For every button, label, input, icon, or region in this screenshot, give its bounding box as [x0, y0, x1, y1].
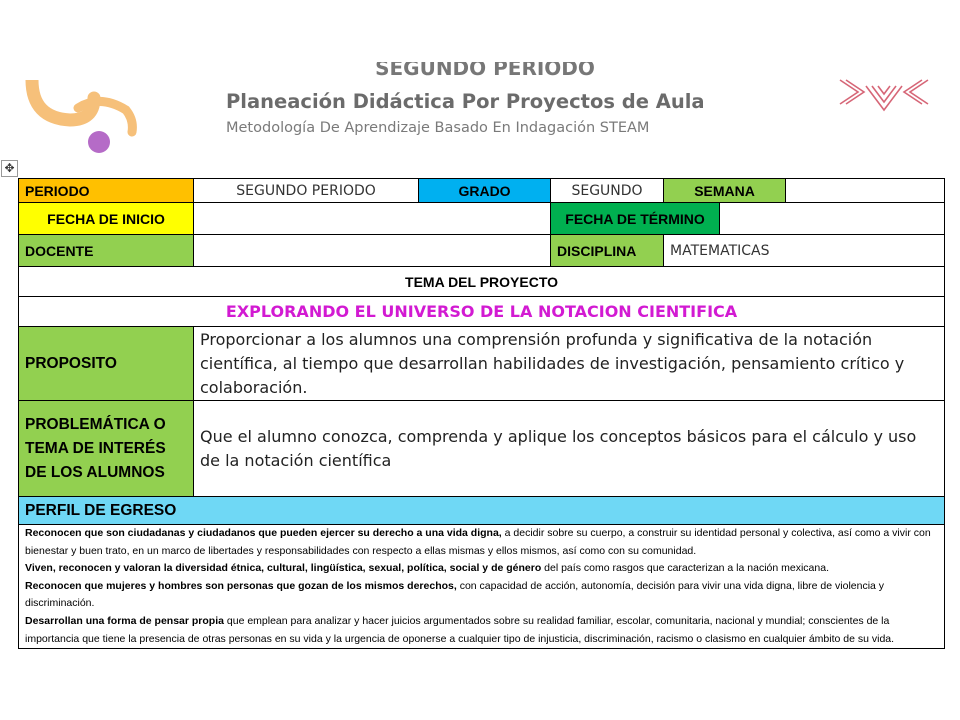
periodo-label: PERIODO — [19, 179, 194, 203]
semana-label: SEMANA — [664, 179, 786, 203]
logo-left-icon — [22, 80, 142, 160]
perfil-item: Desarrollan una forma de pensar propia que emplean para analizar y hacer juicios argumentados sobre su realidad familiar, escolar, comunitaria, nacional y mundial; conscientes de la importancia que tiene la presencia de otras personas en su vida y la urgencia de oponerse a cualquier tipo de injusticia, discriminación, racismo o clasismo en cualquier ámbito de su vida. — [25, 614, 895, 645]
proposito-label: PROPOSITO — [19, 327, 194, 401]
row-perfil-items — [19, 525, 945, 649]
planeacion-table — [18, 178, 945, 649]
document-subtitle: Metodología De Aprendizaje Basado En Indagación STEAM — [226, 120, 650, 136]
row-tema-value — [19, 297, 945, 327]
tema-value[interactable]: EXPLORANDO EL UNIVERSO DE LA NOTACION CIENTIFICA — [19, 297, 945, 327]
problematica-value[interactable]: Que el alumno conozca, comprenda y aplique los conceptos básicos para el cálculo y uso de la notación científica — [194, 401, 945, 497]
row-perfil-label — [19, 497, 945, 525]
periodo-value[interactable]: SEGUNDO PERIODO — [194, 179, 419, 203]
disciplina-value[interactable]: MATEMATICAS — [664, 235, 945, 267]
period-heading-cropped: SEGUNDO PERIODO — [375, 62, 595, 80]
row-proposito — [19, 327, 945, 401]
perfil-egreso-content[interactable] — [19, 525, 945, 649]
document-header — [0, 60, 960, 160]
perfil-item: Reconocen que son ciudadanas y ciudadanos que pueden ejercer su derecho a una vida digna, a decidir sobre su cuerpo, a construir su identidad personal y colectiva, así como a vivir con bienestar y buen trato, en un marco de libertades y responsabilidades con respecto a ellas mismas y ellos mismos, así como con su comunidad. — [25, 527, 931, 557]
fecha-inicio-label: FECHA DE INICIO — [19, 203, 194, 235]
move-handle-icon[interactable]: ✥ — [1, 160, 18, 177]
fecha-termino-label: FECHA DE TÉRMINO — [551, 203, 720, 235]
row-periodo — [19, 179, 945, 203]
docente-value[interactable] — [194, 235, 551, 267]
disciplina-label: DISCIPLINA — [551, 235, 664, 267]
perfil-item: Reconocen que mujeres y hombres son personas que gozan de los mismos derechos, con capacidad de acción, autonomía, decisión para vivir una vida digna, libre de violencia y discriminación. — [25, 579, 885, 610]
row-problematica — [19, 401, 945, 497]
row-fechas — [19, 203, 945, 235]
perfil-item: Viven, reconocen y valoran la diversidad étnica, cultural, lingüística, sexual, política, social y de género del país como rasgos que caracterizan a la nación mexicana. — [25, 562, 829, 575]
document-title: Planeación Didáctica Por Proyectos de Aula — [226, 90, 705, 113]
row-docente — [19, 235, 945, 267]
grado-label: GRADO — [419, 179, 551, 203]
problematica-label: PROBLEMÁTICA O TEMA DE INTERÉS DE LOS ALUMNOS — [19, 401, 194, 497]
logo-right-icon — [836, 78, 932, 118]
row-tema-label — [19, 267, 945, 297]
docente-label: DOCENTE — [19, 235, 194, 267]
grado-value[interactable]: SEGUNDO — [551, 179, 664, 203]
proposito-value[interactable]: Proporcionar a los alumnos una comprensión profunda y significativa de la notación científica, al tiempo que desarrollan habilidades de investigación, pensamiento crítico y colaboración. — [194, 327, 945, 401]
perfil-egreso-label: PERFIL DE EGRESO — [19, 497, 945, 525]
fecha-inicio-value[interactable] — [194, 203, 551, 235]
tema-label: TEMA DEL PROYECTO — [19, 267, 945, 297]
semana-value[interactable] — [786, 179, 945, 203]
fecha-termino-value[interactable] — [720, 203, 945, 235]
